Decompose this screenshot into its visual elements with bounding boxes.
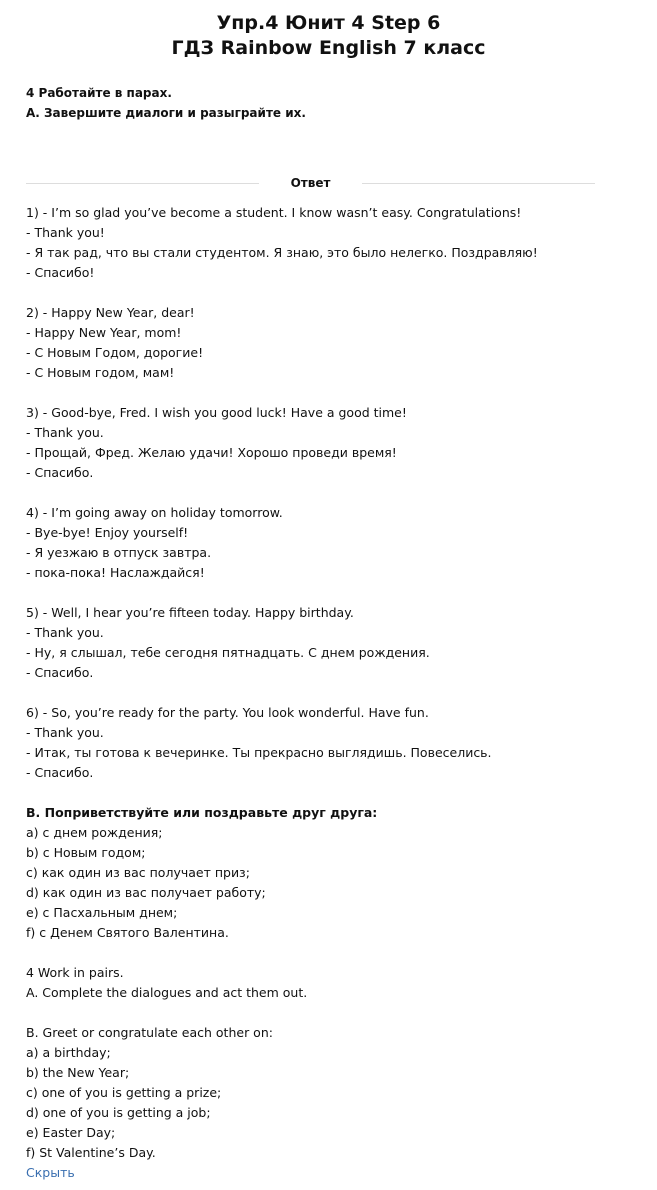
spacer	[26, 943, 647, 963]
section-heading: B. Greet or congratulate each other on:	[26, 1025, 273, 1040]
spacer	[26, 783, 647, 803]
spacer	[26, 583, 647, 603]
dialogue-line: - Прощай, Фред. Желаю удачи! Хорошо проведи время!	[26, 445, 397, 460]
section-b-english	[26, 1023, 647, 1163]
dialogue	[26, 203, 647, 283]
dialogue-line: - Спасибо.	[26, 765, 94, 780]
list-item: d) one of you is getting a job;	[26, 1105, 211, 1120]
spacer	[26, 383, 647, 403]
list-item: а) с днем рождения;	[26, 825, 163, 840]
list-item: b) с Новым годом;	[26, 845, 146, 860]
english-task	[26, 963, 647, 1003]
task-statement	[26, 83, 306, 123]
dialogue-line: 4) - I’m going away on holiday tomorrow.	[26, 505, 283, 520]
dialogue-line: - Happy New Year, mom!	[26, 325, 182, 340]
divider-line-right	[362, 183, 595, 184]
list-item: f) с Денем Святого Валентина.	[26, 925, 229, 940]
dialogue-line: 5) - Well, I hear you’re fifteen today. Happy birthday.	[26, 605, 354, 620]
english-task-line: 4 Work in pairs.	[26, 965, 124, 980]
dialogue-line: - Я уезжаю в отпуск завтра.	[26, 545, 212, 560]
dialogue-line: - Спасибо.	[26, 665, 94, 680]
task-line-2: А. Завершите диалоги и разыграйте их.	[26, 106, 306, 120]
dialogue-line: - Thank you.	[26, 425, 104, 440]
dialogue-line: - Thank you!	[26, 225, 105, 240]
section-b-russian	[26, 803, 647, 943]
dialogue	[26, 603, 647, 683]
title-line-2: ГДЗ Rainbow English 7 класс	[171, 37, 486, 59]
list-item: b) the New Year;	[26, 1065, 130, 1080]
dialogue-line: - Thank you.	[26, 625, 104, 640]
answer-label: Ответ	[290, 176, 331, 190]
dialogue-line: - пока-пока! Наслаждайся!	[26, 565, 205, 580]
dialogue	[26, 503, 647, 583]
dialogue-line: - С Новым Годом, дорогие!	[26, 345, 204, 360]
dialogue-line: - С Новым годом, мам!	[26, 365, 175, 380]
spacer	[26, 1003, 647, 1023]
dialogue-line: - Итак, ты готова к вечеринке. Ты прекрасно выглядишь. Повеселись.	[26, 745, 492, 760]
dialogue-line: 1) - I’m so glad you’ve become a student. I know wasn’t easy. Congratulations!	[26, 205, 522, 220]
dialogue-line: - Ну, я слышал, тебе сегодня пятнадцать. С днем рождения.	[26, 645, 430, 660]
list-item: d) как один из вас получает работу;	[26, 885, 266, 900]
english-task-line: A. Complete the dialogues and act them out.	[26, 985, 308, 1000]
list-item: c) one of you is getting a prize;	[26, 1085, 222, 1100]
dialogue	[26, 703, 647, 783]
answer-body	[26, 203, 647, 1183]
dialogue-line: 3) - Good-bye, Fred. I wish you good luck! Have a good time!	[26, 405, 407, 420]
spacer	[26, 283, 647, 303]
answer-divider	[26, 173, 595, 193]
list-item: c) как один из вас получает приз;	[26, 865, 250, 880]
page-title	[0, 11, 657, 61]
dialogue-line: - Я так рад, что вы стали студентом. Я знаю, это было нелегко. Поздравляю!	[26, 245, 538, 260]
dialogue	[26, 303, 647, 383]
dialogue-line: 2) - Happy New Year, dear!	[26, 305, 195, 320]
hide-link[interactable]: Скрыть	[26, 1165, 75, 1180]
list-item: e) Easter Day;	[26, 1125, 116, 1140]
list-item: f) St Valentine’s Day.	[26, 1145, 156, 1160]
dialogue-line: - Спасибо!	[26, 265, 95, 280]
divider-line-left	[26, 183, 259, 184]
dialogue-line: - Bye-bye! Enjoy yourself!	[26, 525, 189, 540]
dialogue-line: 6) - So, you’re ready for the party. You look wonderful. Have fun.	[26, 705, 429, 720]
dialogue-line: - Спасибо.	[26, 465, 94, 480]
title-line-1: Упр.4 Юнит 4 Step 6	[216, 12, 441, 34]
section-heading: В. Поприветствуйте или поздравьте друг друга:	[26, 805, 378, 820]
list-item: a) a birthday;	[26, 1045, 111, 1060]
dialogue-line: - Thank you.	[26, 725, 104, 740]
spacer	[26, 683, 647, 703]
spacer	[26, 483, 647, 503]
dialogue	[26, 403, 647, 483]
list-item: e) с Пасхальным днем;	[26, 905, 178, 920]
task-line-1: 4 Работайте в парах.	[26, 86, 172, 100]
